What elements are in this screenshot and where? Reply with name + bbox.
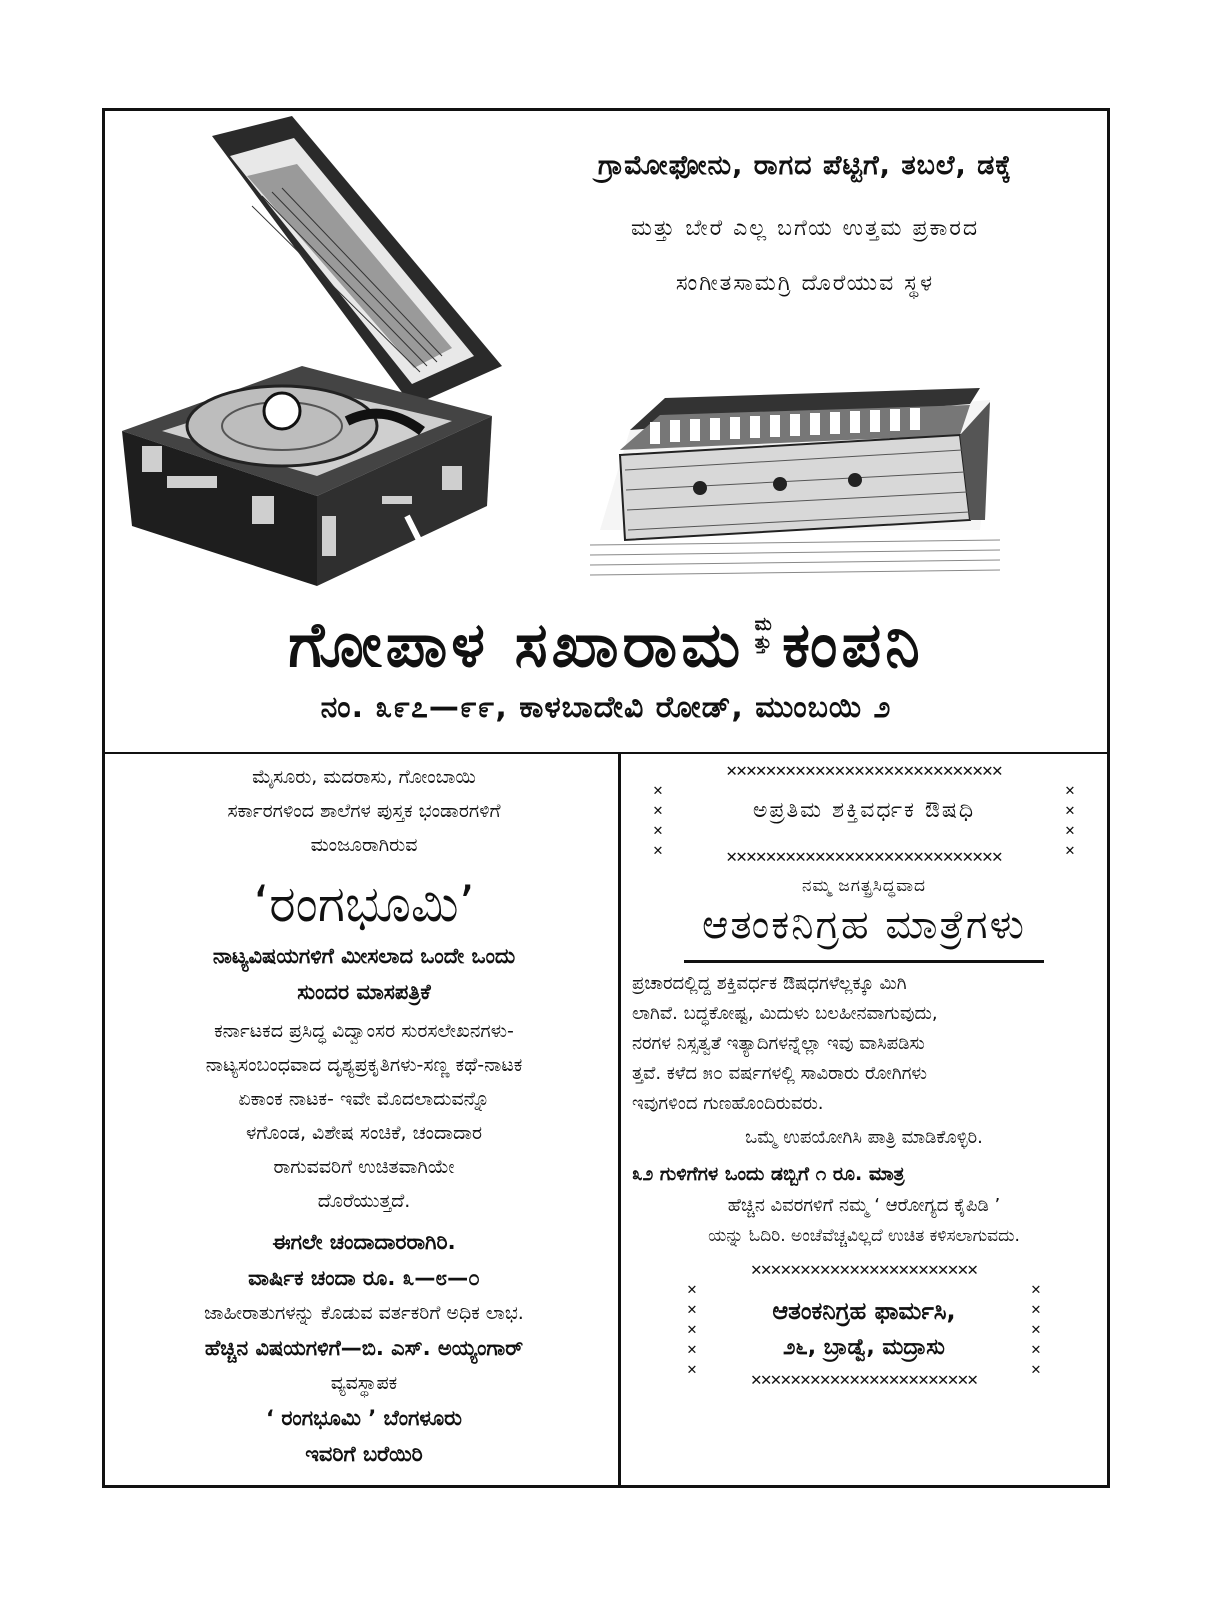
decorative-border: ✕✕✕✕✕ bbox=[1031, 1279, 1041, 1378]
title-rule bbox=[684, 960, 1044, 963]
company-name-block bbox=[102, 608, 1110, 682]
try-once-line: ಒಮ್ಮೆ ಉಪಯೋಗಿಸಿ ಪಾತ್ರಿ ಮಾಡಿಕೊಳ್ಳಿರಿ. bbox=[745, 1127, 983, 1148]
pharmacy-address: ೨೬, ಬ್ರಾಡ್ವೆ, ಮದ್ರಾಸು bbox=[783, 1335, 945, 1360]
product-title: ಆತಂಕನಿಗ್ರಹ ಮಾತ್ರೆಗಳು bbox=[701, 902, 1027, 948]
decorative-border: ✕✕✕✕✕✕✕✕✕✕✕✕✕✕✕✕✕✕✕✕✕✕✕ bbox=[750, 1259, 978, 1280]
horizontal-divider bbox=[102, 752, 1110, 754]
call-to-action: ಈಗಲೇ ಚಂದಾದಾರರಾಗಿರಿ. bbox=[272, 1230, 456, 1254]
tonic-box bbox=[649, 762, 1079, 866]
rangabhoomi-ad bbox=[116, 760, 612, 1472]
top-ad-line-1: ಗ್ರಾಮೋಫೋನು, ರಾಗದ ಪೆಟ್ಟಿಗೆ, ತಬಲೆ, ಡಕ್ಕೆ bbox=[597, 150, 1013, 181]
contact-line: ವ್ಯವಸ್ಥಾಪಕ bbox=[330, 1372, 398, 1394]
body-line: ಳಗೊಂಡ, ವಿಶೇಷ ಸಂಚಿಕೆ, ಚಂದಾದಾರ bbox=[245, 1122, 482, 1144]
body-line: ತ್ತವೆ. ಕಳೆದ ೫೦ ವರ್ಷಗಳಲ್ಲಿ ಸಾವಿರಾರು ರೋಗಿಗಳು bbox=[632, 1063, 927, 1084]
intro-line: ಸರ್ಕಾರಗಳಿಂದ ಶಾಲೆಗಳ ಪುಸ್ತಕ ಭಂಡಾರಗಳಿಗೆ bbox=[227, 800, 501, 822]
contact-line: ‘ ರಂಗಭೂಮಿ ’ ಬೆಂಗಳೂರು bbox=[266, 1406, 462, 1430]
top-ad-line-2: ಮತ್ತು ಬೇರೆ ಎಲ್ಲ ಬಗೆಯ ಉತ್ತಮ ಪ್ರಕಾರದ bbox=[630, 216, 980, 241]
harmonium-illustration bbox=[590, 380, 1000, 580]
decorative-border: ✕✕✕✕ bbox=[1065, 780, 1075, 859]
magazine-subtitle: ನಾಟ್ಯವಿಷಯಗಳಿಗೆ ಮೀಸಲಾದ ಒಂದೇ ಒಂದು bbox=[212, 944, 516, 968]
body-line: ದೊರೆಯುತ್ತದೆ. bbox=[317, 1190, 411, 1212]
body-line: ಏಕಾಂಕ ನಾಟಕ- ಇವೇ ಮೊದಲಾದುವನ್ನೊ bbox=[238, 1088, 490, 1110]
more-info-line: ಹೆಚ್ಚಿನ ವಿವರಗಳಿಗೆ ನಮ್ಮ ‘ ಆರೋಗ್ಯದ ಕೈಪಿಡಿ ’ bbox=[727, 1195, 1001, 1216]
intro-line: ಮೈಸೂರು, ಮದರಾಸು, ಗೋಂಬಾಯಿ bbox=[252, 766, 476, 788]
body-line: ನಾಟ್ಯಸಂಬಂಧವಾದ ದೃಶ್ಯಪ್ರಕೃತಿಗಳು-ಸಣ್ಣ ಕಥೆ-ನಾಟಕ bbox=[205, 1054, 523, 1076]
decorative-border: ✕✕✕✕ bbox=[653, 780, 663, 859]
tonic-title: ಅಪ್ರತಿಮ ಶಕ್ತಿವರ್ಧಕ ಔಷಧಿ bbox=[752, 798, 976, 823]
company-suffix: ಕಂಪನಿ bbox=[782, 608, 924, 681]
subscription-price: ವಾರ್ಷಿಕ ಚಂದಾ ರೂ. ೩—೮—೦ bbox=[248, 1266, 480, 1290]
company-mattu: ಮತ್ತು bbox=[754, 614, 772, 653]
body-line: ಲಾಗಿವೆ. ಬದ್ಧಕೋಷ್ಟ, ಮಿದುಳು ಬಲಹೀನವಾಗುವುದು, bbox=[632, 1003, 938, 1024]
magazine-title: ‘ರಂಗಭೂಮಿ’ bbox=[253, 875, 475, 933]
body-line: ಇವುಗಳಿಂದ ಗುಣಹೊಂದಿರುವರು. bbox=[632, 1093, 824, 1114]
contact-line: ಹೆಚ್ಚಿನ ವಿಷಯಗಳಿಗೆ—ಬಿ. ಎಸ್. ಅಯ್ಯಂಗಾರ್ bbox=[204, 1336, 524, 1360]
pharmacy-name: ಆತಂಕನಿಗ್ರಹ ಫಾರ್ಮಸಿ, bbox=[772, 1297, 956, 1325]
top-ad-heading bbox=[520, 150, 1090, 296]
atanka-nigraha-ad bbox=[626, 760, 1102, 1389]
body-line: ಪ್ರಚಾರದಲ್ಲಿದ್ದ ಶಕ್ತಿವರ್ಧಕ ಔಷಧಗಳೆಲ್ಲಕ್ಕೂ ಮಿಗಿ bbox=[632, 973, 907, 994]
more-info-line: ಯನ್ನು ಓದಿರಿ. ಅಂಚೆವೆಚ್ಚವಿಲ್ಲದೆ ಉಚಿತ ಕಳಿಸಲಾಗುವದು. bbox=[708, 1226, 1020, 1246]
contact-line: ಇವರಿಗೆ ಬರೆಯಿರಿ bbox=[305, 1442, 423, 1466]
decorative-border: ✕✕✕✕✕✕✕✕✕✕✕✕✕✕✕✕✕✕✕✕✕✕✕✕✕✕✕✕ bbox=[726, 846, 1002, 867]
company-address: ನಂ. ೩೯೭—೯೯, ಕಾಳಬಾದೇವಿ ರೋಡ್, ಮುಂಬಯಿ ೨ bbox=[320, 690, 892, 725]
decorative-border: ✕✕✕✕✕ bbox=[687, 1279, 697, 1378]
pharmacy-box bbox=[683, 1261, 1045, 1389]
product-kicker: ನಮ್ಮ ಜಗತ್ಪ್ರಸಿದ್ಧವಾದ bbox=[801, 876, 927, 896]
advertisers-note: ಜಾಹೀರಾತುಗಳನ್ನು ಕೊಡುವ ವರ್ತಕರಿಗೆ ಅಧಿಕ ಲಾಭ. bbox=[204, 1302, 524, 1324]
decorative-border: ✕✕✕✕✕✕✕✕✕✕✕✕✕✕✕✕✕✕✕✕✕✕✕ bbox=[750, 1369, 978, 1390]
gramophone-illustration bbox=[122, 116, 502, 586]
body-line: ರಾಗುವವರಿಗೆ ಉಚಿತವಾಗಿಯೇ bbox=[273, 1156, 455, 1178]
body-line: ಕರ್ನಾಟಕದ ಪ್ರಸಿದ್ಧ ವಿದ್ವಾಂಸರ ಸುರಸಲೇಖನಗಳು- bbox=[214, 1020, 514, 1042]
body-line: ನರಗಳ ನಿಸ್ಸತ್ವತೆ ಇತ್ಯಾದಿಗಳನ್ನೆಲ್ಲಾ ಇವು ವಾಸಿಪಡಿಸು bbox=[632, 1033, 925, 1054]
decorative-border: ✕✕✕✕✕✕✕✕✕✕✕✕✕✕✕✕✕✕✕✕✕✕✕✕✕✕✕✕ bbox=[726, 760, 1002, 781]
price-line: ೩೨ ಗುಳಿಗೆಗಳ ಒಂದು ಡಬ್ಬಿಗೆ ೧ ರೂ. ಮಾತ್ರ bbox=[632, 1163, 905, 1185]
top-ad-line-3: ಸಂಗೀತಸಾಮಗ್ರಿ ದೊರೆಯುವ ಸ್ಥಳ bbox=[675, 271, 935, 296]
intro-line: ಮಂಜೂರಾಗಿರುವ bbox=[310, 834, 418, 856]
vertical-divider bbox=[618, 752, 621, 1488]
company-name: ಗೋಪಾಳ ಸಖಾರಾಮ bbox=[288, 608, 745, 681]
magazine-subtitle: ಸುಂದರ ಮಾಸಪತ್ರಿಕೆ bbox=[297, 980, 431, 1004]
